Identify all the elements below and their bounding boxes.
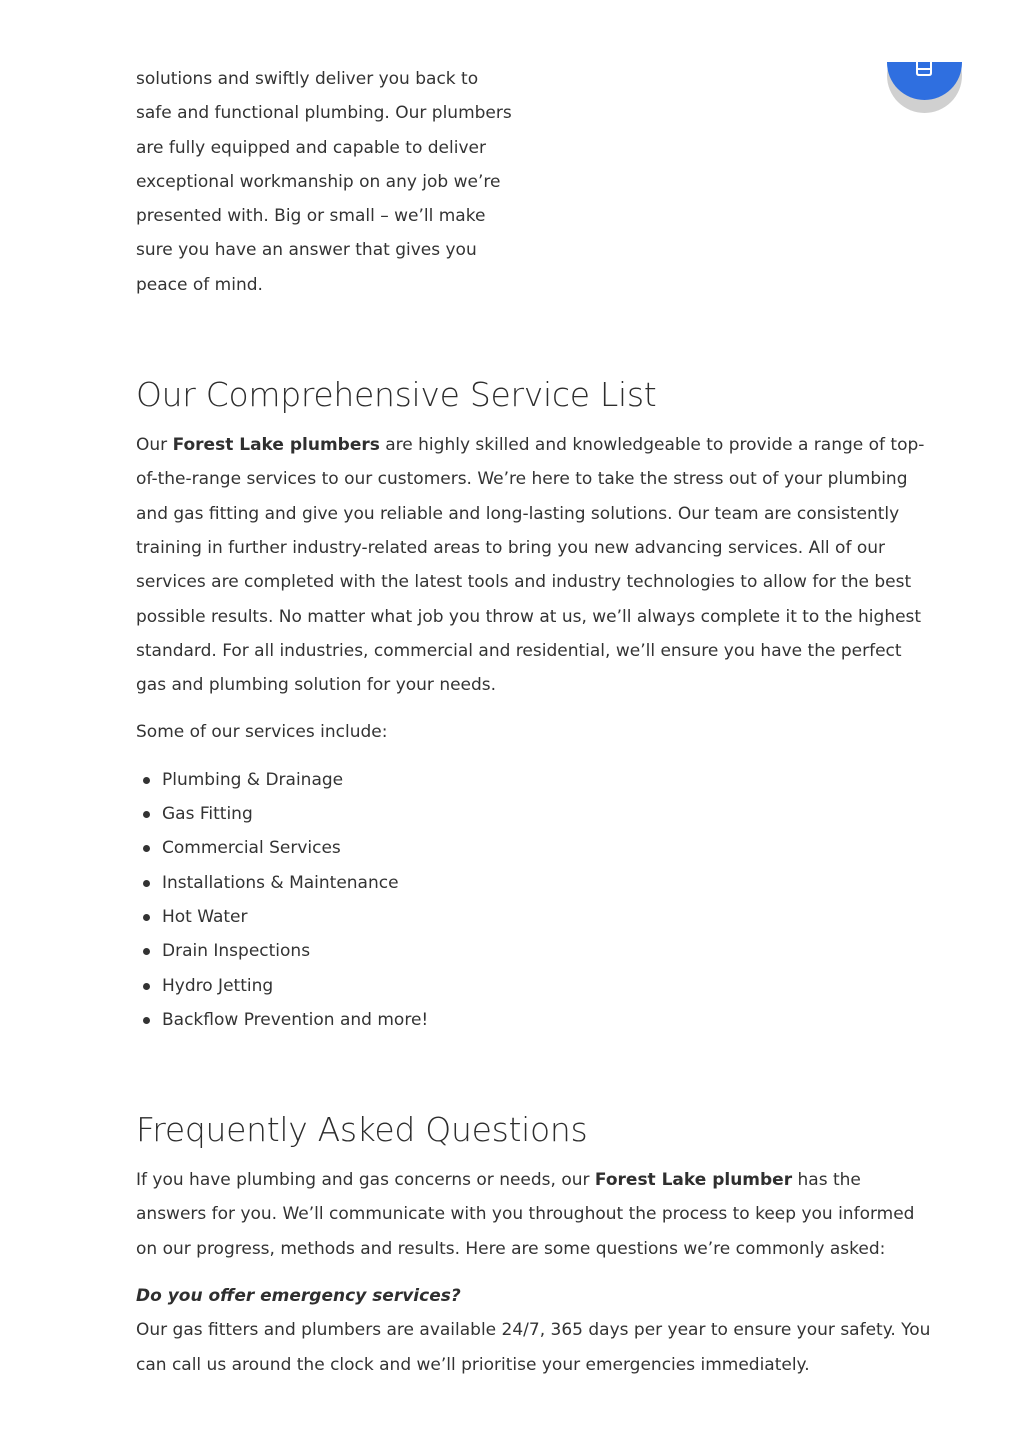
floating-action-button[interactable]	[887, 62, 962, 114]
service-item-label: Plumbing & Drainage	[162, 769, 344, 790]
services-paragraph	[136, 428, 936, 702]
list-item	[136, 797, 936, 831]
service-item-label: Backflow Prevention and more!	[162, 1009, 429, 1030]
bullet-icon	[143, 948, 150, 955]
services-paragraph-rest: are highly skilled and knowledgeable to provide a range of top-of-the-range services to our customers. We’re here to take the stress out of your plumbing and gas fitting and give you reliable and long-lasting solutions. Our team are consistently training in further industry-related areas to bring you new advancing services. All of our services are completed with the latest tools and industry technologies to allow for the best possible results. No matter what job you throw at us, we’ll always complete it to the highest standard. For all industries, commercial and residential, we’ll ensure you have the perfect gas and plumbing solution for your needs.	[136, 435, 925, 696]
bullet-icon	[143, 845, 150, 852]
bullet-icon	[143, 777, 150, 784]
bullet-icon	[143, 983, 150, 990]
faq-paragraph-start: If you have plumbing and gas concerns or needs, our	[136, 1170, 595, 1191]
intro-paragraph: solutions and swiftly deliver you back to safe and functional plumbing. Our plumbers are fully equipped and capable to deliver exceptional workmanship on any job we’re presented with. Big or small – we’ll make sure you have an answer that gives you peace of mind.	[136, 69, 512, 295]
service-item-label: Commercial Services	[162, 838, 341, 859]
list-item	[136, 969, 936, 1003]
bullet-icon	[143, 880, 150, 887]
main-content	[136, 62, 936, 1382]
services-heading: Our Comprehensive Service List	[136, 375, 657, 415]
faq-answer: Our gas fitters and plumbers are available 24/7, 365 days per year to ensure your safety. You can call us around the clock and we’ll prioritise your emergencies immediately.	[136, 1320, 931, 1375]
list-item	[136, 763, 936, 797]
service-item-label: Gas Fitting	[162, 804, 253, 825]
faq-question: Do you offer emergency services?	[136, 1286, 461, 1307]
list-item	[136, 866, 936, 900]
document-icon	[915, 62, 933, 76]
services-paragraph-bold: Forest Lake plumbers	[172, 435, 380, 456]
list-item	[136, 900, 936, 934]
faq-paragraph	[136, 1163, 936, 1266]
services-subheading: Some of our services include:	[136, 722, 388, 743]
list-item	[136, 934, 936, 968]
bullet-icon	[143, 914, 150, 921]
service-item-label: Hydro Jetting	[162, 975, 274, 996]
faq-paragraph-rest: has the answers for you. We’ll communicate with you throughout the process to keep you informed on our progress, methods and results. Here are some questions we’re commonly asked:	[136, 1170, 915, 1259]
list-item	[136, 1003, 936, 1037]
faq-heading: Frequently Asked Questions	[136, 1110, 588, 1150]
service-item-label: Installations & Maintenance	[162, 872, 399, 893]
bullet-icon	[143, 811, 150, 818]
service-item-label: Drain Inspections	[162, 941, 311, 962]
list-item	[136, 831, 936, 865]
bullet-icon	[143, 1017, 150, 1024]
faq-paragraph-bold: Forest Lake plumber	[594, 1170, 793, 1191]
services-paragraph-start: Our	[136, 435, 173, 456]
service-item-label: Hot Water	[162, 906, 248, 927]
services-list	[136, 763, 936, 1037]
